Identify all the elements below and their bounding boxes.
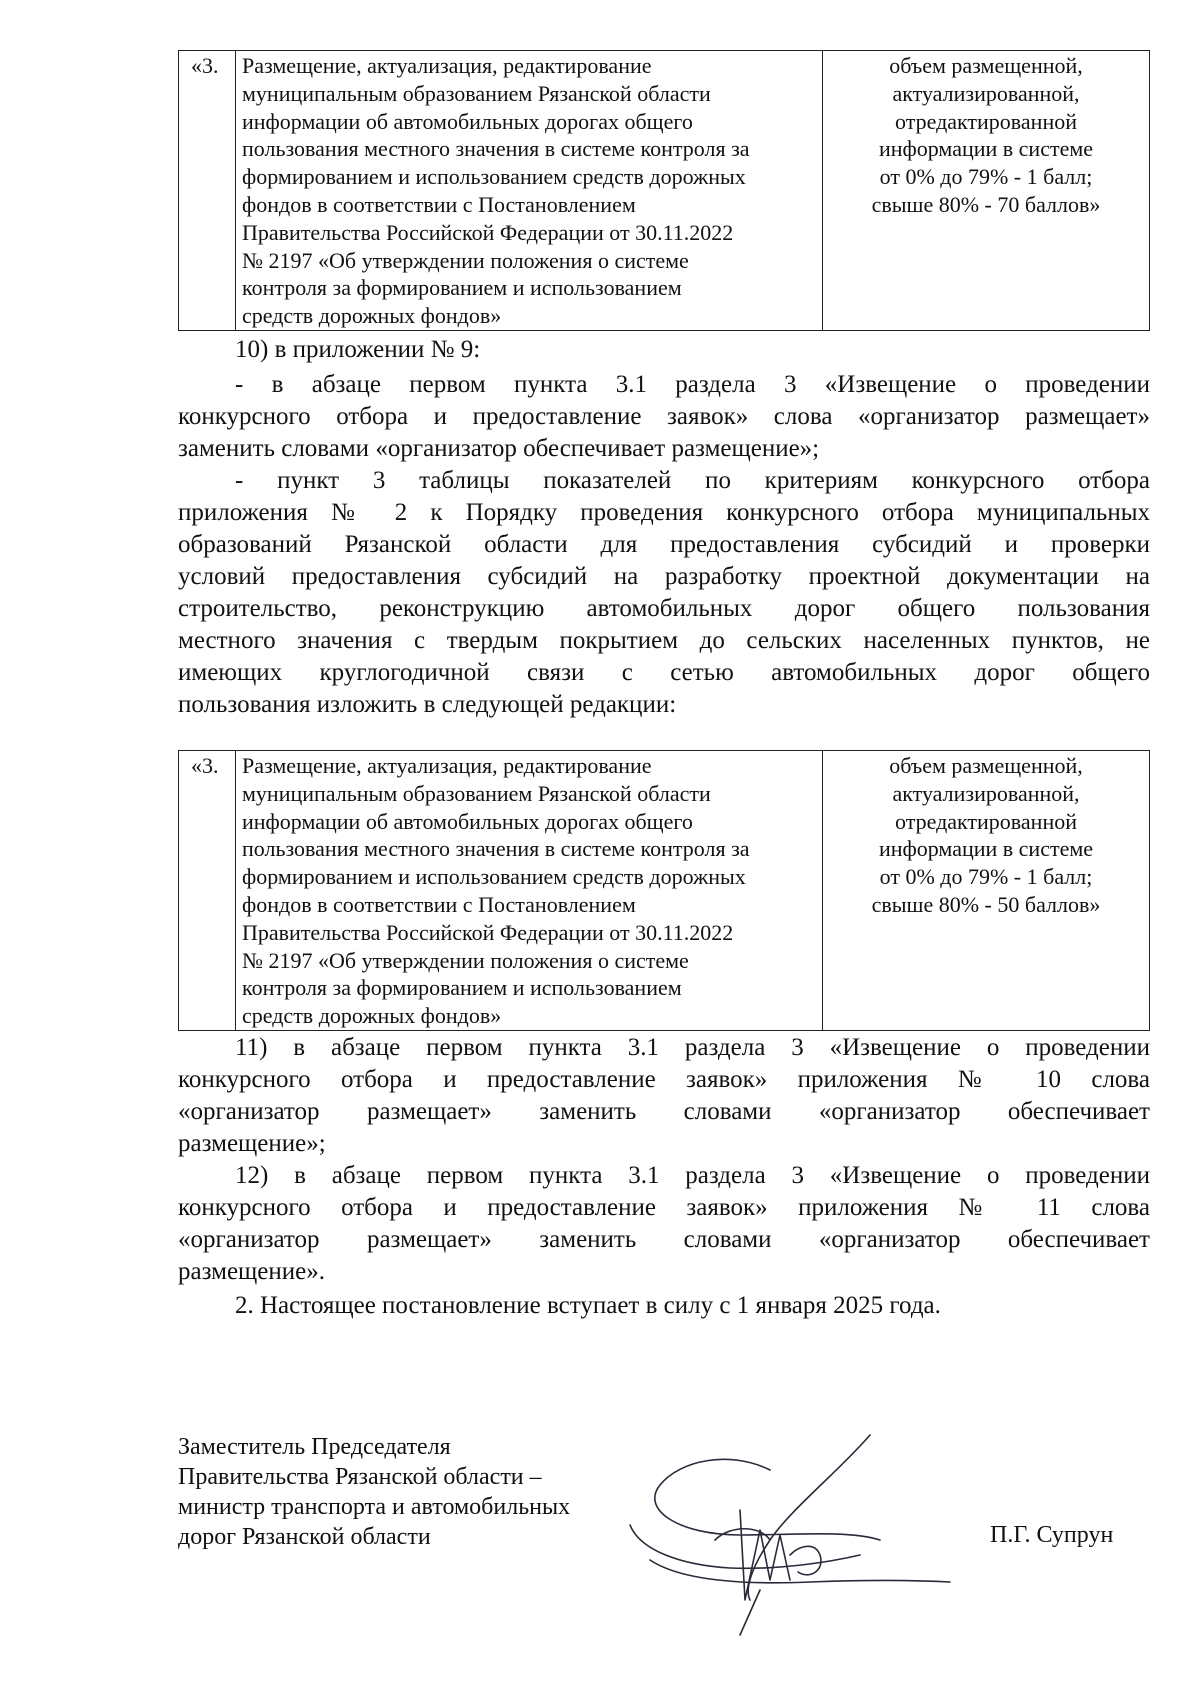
text-line: дорог Рязанской области — [178, 1524, 431, 1550]
text-line: 12) в абзаце первом пункта 3.1 раздела 3 «Извещение о проведении — [235, 1162, 1150, 1189]
paragraph-10-a — [178, 369, 1150, 465]
text-line: отредактированной — [895, 108, 1077, 134]
text-line: министр транспорта и автомобильных — [178, 1494, 571, 1520]
text-line: средств дорожных фондов» — [242, 303, 502, 329]
text-line: муниципальным образованием Рязанской области — [242, 80, 711, 106]
text-line: пользования местного значения в системе контроля за — [242, 836, 750, 862]
text-line: пользования местного значения в системе контроля за — [242, 136, 750, 162]
paragraph-10-b — [178, 465, 1150, 721]
text-line: конкурсного отбора и предоставление заявок» приложения № 11 слова — [178, 1194, 1150, 1221]
text-line: 2. Настоящее постановление вступает в силу с 1 января 2025 года. — [235, 1292, 941, 1319]
text-line: размещение»; — [178, 1130, 326, 1157]
text-line: № 2197 «Об утверждении положения о системе — [242, 247, 689, 273]
text-line: «организатор размещает» заменить словами «организатор обеспечивает — [178, 1098, 1150, 1125]
handwritten-signature — [620, 1430, 980, 1640]
signatory-name: П.Г. Супрун — [990, 1522, 1114, 1548]
text-line: строительство, реконструкцию автомобильных дорог общего пользования — [178, 595, 1150, 622]
text-line: размещение». — [178, 1258, 325, 1285]
text-line: муниципальным образованием Рязанской области — [242, 780, 711, 806]
text-line: актуализированной, — [892, 80, 1080, 106]
signatory-position — [178, 1432, 570, 1552]
text-line: 10) в приложении № 9: — [235, 336, 481, 363]
text-line: актуализированной, — [892, 780, 1080, 806]
text-line: Размещение, актуализация, редактирование — [242, 753, 652, 778]
text-line: информации в системе — [878, 836, 1094, 862]
paragraph-11 — [178, 1032, 1150, 1160]
text-line: местного значения с твердым покрытием до сельских населенных пунктов, не — [178, 627, 1150, 654]
text-line: - в абзаце первом пункта 3.1 раздела 3 «Извещение о проведении — [235, 371, 1150, 398]
text-line: «организатор размещает» заменить словами «организатор обеспечивает — [178, 1226, 1150, 1253]
text-line: Правительства Рязанской области – — [178, 1464, 542, 1490]
text-line: свыше 80% - 50 баллов» — [871, 891, 1101, 917]
criterion-description — [236, 51, 823, 331]
table-row — [179, 51, 1150, 331]
criterion-score — [823, 51, 1150, 331]
criteria-table-new — [178, 750, 1150, 1031]
text-line: Заместитель Председателя — [178, 1434, 451, 1460]
text-line: конкурсного отбора и предоставление заявок» приложения № 10 слова — [178, 1066, 1150, 1093]
text-line: имеющих круглогодичной связи с сетью автомобильных дорог общего — [178, 659, 1150, 686]
text-line: - пункт 3 таблицы показателей по критериям конкурсного отбора — [235, 467, 1150, 494]
text-line: контроля за формированием и использованием — [242, 275, 682, 301]
text-line: конкурсного отбора и предоставление заявок» слова «организатор размещает» — [178, 403, 1150, 430]
text-line: контроля за формированием и использованием — [242, 975, 682, 1001]
text-line: фондов в соответствии с Постановлением — [242, 191, 636, 217]
table-row — [179, 751, 1150, 1031]
text-line: приложения № 2 к Порядку проведения конкурсного отбора муниципальных — [178, 499, 1150, 526]
text-line: № 2197 «Об утверждении положения о системе — [242, 947, 689, 973]
text-line: заменить словами «организатор обеспечивает размещение»; — [178, 435, 820, 462]
criterion-description — [236, 751, 823, 1031]
paragraph-12 — [178, 1160, 1150, 1288]
text-line: средств дорожных фондов» — [242, 1003, 502, 1029]
text-line: информации об автомобильных дорогах общего — [242, 108, 693, 134]
text-line: информации об автомобильных дорогах общего — [242, 808, 693, 834]
row-number: «3. — [179, 751, 236, 1031]
text-line: объем размещенной, — [889, 53, 1083, 78]
text-line: образований Рязанской области для предоставления субсидий и проверки — [178, 531, 1150, 558]
text-line: от 0% до 79% - 1 балл; — [879, 864, 1093, 890]
text-line: пользования изложить в следующей редакции: — [178, 691, 677, 718]
text-line: формированием и использованием средств дорожных — [242, 864, 746, 890]
text-line: свыше 80% - 70 баллов» — [871, 191, 1101, 217]
text-line: отредактированной — [895, 808, 1077, 834]
text-line: от 0% до 79% - 1 балл; — [879, 164, 1093, 190]
text-line: объем размещенной, — [889, 753, 1083, 778]
text-line: информации в системе — [878, 136, 1094, 162]
row-number: «3. — [179, 51, 236, 331]
text-line: Правительства Российской Федерации от 30.11.2022 — [242, 919, 734, 945]
text-line: Правительства Российской Федерации от 30.11.2022 — [242, 219, 734, 245]
text-line: условий предоставления субсидий на разработку проектной документации на — [178, 563, 1150, 590]
paragraph-2 — [178, 1290, 1150, 1322]
text-line: фондов в соответствии с Постановлением — [242, 891, 636, 917]
criteria-table-old — [178, 50, 1150, 331]
text-line: Размещение, актуализация, редактирование — [242, 53, 652, 78]
text-line: 11) в абзаце первом пункта 3.1 раздела 3 «Извещение о проведении — [235, 1034, 1150, 1061]
text-line: формированием и использованием средств дорожных — [242, 164, 746, 190]
criterion-score — [823, 751, 1150, 1031]
paragraph-10 — [178, 334, 1150, 366]
